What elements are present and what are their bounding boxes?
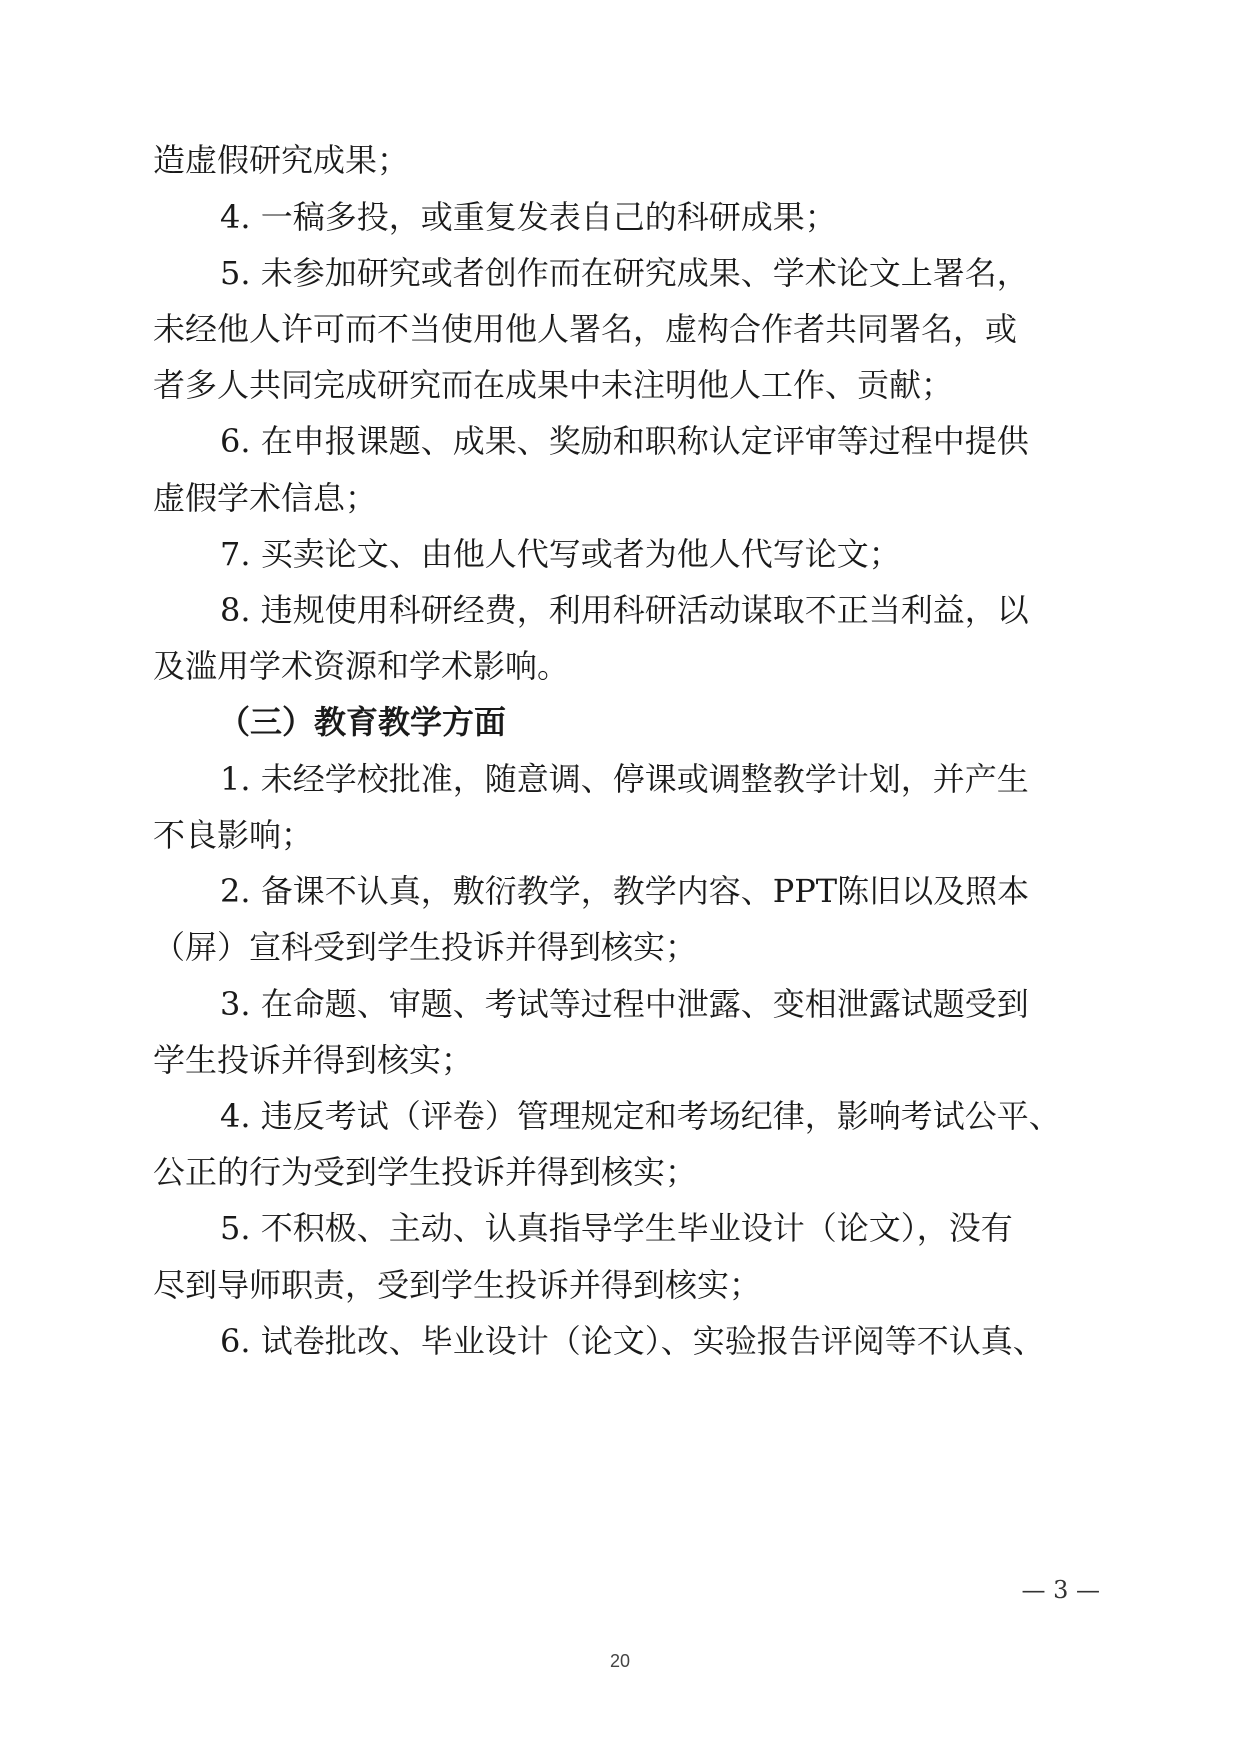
text-line: 8. 违规使用科研经费，利用科研活动谋取不正当利益，以 [220,591,1029,629]
text-line: 4. 一稿多投，或重复发表自己的科研成果； [220,198,837,236]
text-line: 3. 在命题、审题、考试等过程中泄露、变相泄露试题受到 [220,985,1029,1023]
text-line: 6. 在申报课题、成果、奖励和职称认定评审等过程中提供 [220,422,1029,460]
text-line: （屏）宣科受到学生投诉并得到核实； [153,928,698,966]
text-line: 5. 未参加研究或者创作而在研究成果、学术论文上署名， [220,254,1029,292]
text-line: 未经他人许可而不当使用他人署名，虚构合作者共同署名，或 [153,310,1018,348]
footer-page-number: 20 [609,1651,631,1671]
text-line: 造虚假研究成果； [153,141,410,179]
section-heading: （三）教育教学方面 [218,703,507,741]
text-line: 者多人共同完成研究而在成果中未注明他人工作、贡献； [153,366,954,404]
text-line: 5. 不积极、主动、认真指导学生毕业设计（论文），没有 [220,1209,1013,1247]
text-line: 虚假学术信息； [153,479,378,517]
text-line: 4. 违反考试（评卷）管理规定和考场纪律，影响考试公平、 [220,1097,1061,1135]
text-line: 7. 买卖论文、由他人代写或者为他人代写论文； [220,535,901,573]
text-line: 尽到导师职责，受到学生投诉并得到核实； [153,1266,762,1304]
page-number: — 3 — [1021,1576,1100,1604]
text-line: 2. 备课不认真，敷衍教学，教学内容、PPT陈旧以及照本 [220,872,1030,910]
text-line: 及滥用学术资源和学术影响。 [153,647,570,685]
text-line: 1. 未经学校批准，随意调、停课或调整教学计划，并产生 [220,760,1029,798]
text-line: 公正的行为受到学生投诉并得到核实； [153,1153,698,1191]
text-line: 不良影响； [153,816,314,854]
text-line: 6. 试卷批改、毕业设计（论文）、实验报告评阅等不认真、 [220,1322,1045,1360]
text-line: 学生投诉并得到核实； [153,1041,474,1079]
